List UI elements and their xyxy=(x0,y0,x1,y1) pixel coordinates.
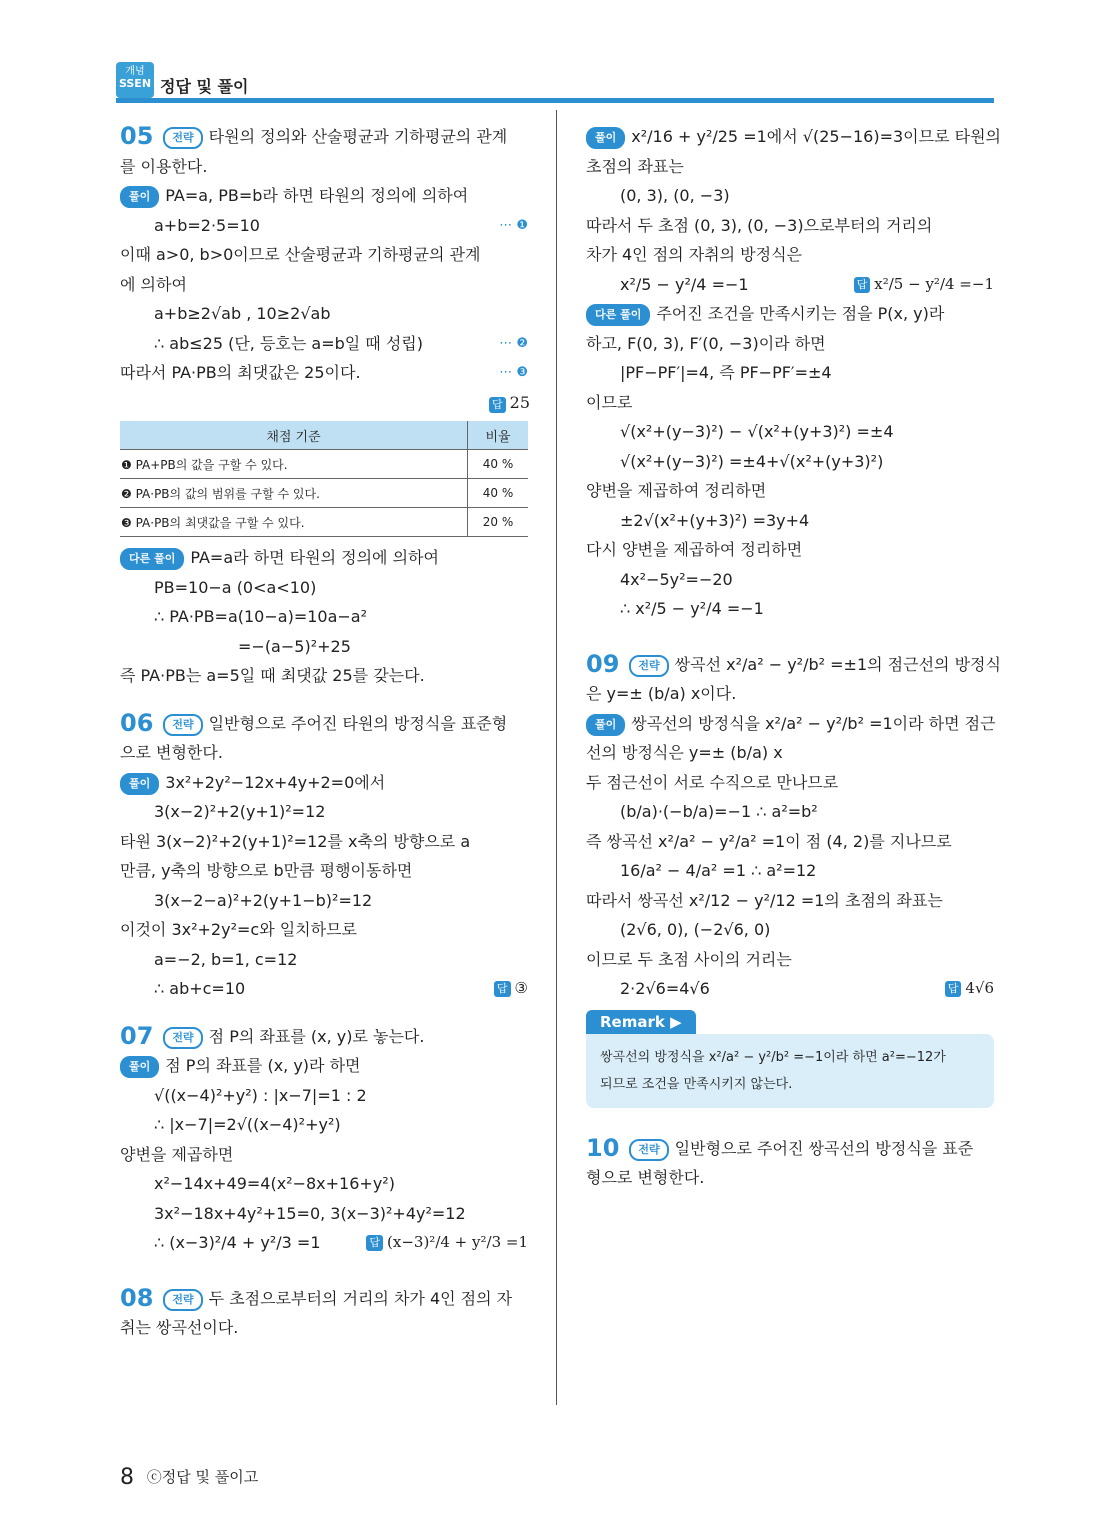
text-line xyxy=(120,768,530,798)
text-line xyxy=(586,768,996,798)
line-text: 16/a² − 4/a² =1 ∴ a²=12 xyxy=(620,861,817,880)
spacer xyxy=(120,1004,530,1022)
text-line xyxy=(586,181,996,211)
line-text: 이므로 xyxy=(586,392,633,412)
line-text: (0, 3), (0, −3) xyxy=(620,186,730,205)
text-line xyxy=(120,152,530,182)
text-line xyxy=(120,886,530,916)
answer xyxy=(945,974,994,1004)
text-line xyxy=(120,270,530,300)
text-line xyxy=(586,827,996,857)
scoring-table xyxy=(120,421,528,537)
line-text: 3(x−2−a)²+2(y+1−b)²=12 xyxy=(154,890,373,910)
answer xyxy=(494,974,528,1004)
left-column xyxy=(120,122,530,1343)
strategy-tag: 전략 xyxy=(629,1139,668,1161)
spacer xyxy=(120,1258,530,1284)
remark-section xyxy=(586,1004,996,1108)
line-text: 따라서 두 초점 (0, 3), (0, −3)으로부터의 거리의 xyxy=(586,215,933,235)
line-text: 양변을 제곱하여 정리하면 xyxy=(586,481,767,500)
text-line xyxy=(586,270,996,300)
line-text: a+b=2·5=10 xyxy=(154,215,260,235)
problem-heading xyxy=(120,709,530,739)
line-text: =−(a−5)²+25 xyxy=(238,636,351,656)
text-line xyxy=(586,476,996,506)
text-line xyxy=(586,679,996,709)
line-text: 즉 PA·PB는 a=5일 때 최댓값 25를 갖는다. xyxy=(120,666,425,685)
answer-value: x²/5 − y²/4 =−1 xyxy=(874,274,994,293)
solution-tag: 다른 풀이 xyxy=(120,548,184,570)
table-ratio-cell: 40 % xyxy=(468,479,529,508)
line-text: 이때 a>0, b>0이므로 산술평균과 기하평균의 관계 xyxy=(120,245,481,264)
line-text: 이므로 두 초점 사이의 거리는 xyxy=(586,949,792,969)
footer-text: ⓒ정답 및 풀이고 xyxy=(146,1468,259,1486)
problem-heading xyxy=(120,122,530,152)
text-line xyxy=(120,211,530,241)
line-text: 3x²−18x+4y²+15=0, 3(x−3)²+4y²=12 xyxy=(154,1203,466,1223)
problem-heading xyxy=(120,1022,530,1052)
line-text: 차가 4인 점의 자취의 방정식은 xyxy=(586,245,802,264)
text-line xyxy=(120,738,530,768)
line-text: 하고, F(0, 3), F′(0, −3)이라 하면 xyxy=(586,333,826,353)
text-line xyxy=(120,1051,530,1081)
line-text: 를 이용한다. xyxy=(120,156,208,176)
line-text: 취는 쌍곡선이다. xyxy=(120,1318,239,1337)
text-line xyxy=(586,709,996,739)
line-text: 3x²+2y²−12x+4y+2=0에서 xyxy=(165,772,386,792)
line-text: ∴ (x−3)²/4 + y²/3 =1 xyxy=(154,1233,321,1252)
text-line xyxy=(586,240,996,270)
text-line xyxy=(120,602,530,632)
problem-heading xyxy=(586,649,1001,680)
table-criteria-cell: ❸ PA·PB의 최댓값을 구할 수 있다. xyxy=(120,508,468,537)
text-line xyxy=(120,827,530,857)
line-text: 형으로 변형한다. xyxy=(586,1168,705,1187)
line-text: 초점의 좌표는 xyxy=(586,156,684,176)
text-line xyxy=(120,661,530,691)
line-text: a+b≥2√ab , 10≥2√ab xyxy=(154,304,331,323)
text-line xyxy=(120,358,530,388)
problem-number: 09 xyxy=(586,649,620,678)
solution-tag: 풀이 xyxy=(120,1056,159,1078)
column-divider xyxy=(556,110,557,1405)
text-line xyxy=(120,1169,530,1199)
text-line xyxy=(120,945,530,975)
text-line xyxy=(586,506,996,536)
text-line xyxy=(586,329,996,359)
line-text: 으로 변형한다. xyxy=(120,743,223,762)
step-marker: ⋯ ❶ xyxy=(499,217,528,233)
problem-number: 07 xyxy=(120,1021,154,1050)
line-text: 3(x−2)²+2(y+1)²=12 xyxy=(154,802,326,821)
spacer xyxy=(586,624,996,650)
answer-value: 4√6 xyxy=(965,979,994,997)
text-line xyxy=(586,211,996,241)
line-text: 주어진 조건을 만족시키는 점을 P(x, y)라 xyxy=(656,304,945,323)
answer-badge: 답 xyxy=(489,397,506,413)
strategy-tag: 전략 xyxy=(163,1027,202,1049)
problem-number: 06 xyxy=(120,708,154,737)
solution-tag: 풀이 xyxy=(120,773,159,795)
page-footer xyxy=(120,1465,258,1490)
table-row xyxy=(120,479,528,508)
line-text: 은 y=± (b/a) x이다. xyxy=(586,684,737,703)
line-text: 다시 양변을 제곱하여 정리하면 xyxy=(586,540,803,559)
solution-tag: 풀이 xyxy=(586,127,625,149)
line-text: 따라서 쌍곡선 x²/12 − y²/12 =1의 초점의 좌표는 xyxy=(586,890,943,910)
line-text: 쌍곡선의 방정식을 x²/a² − y²/b² =1이라 하면 점근 xyxy=(631,713,996,733)
text-line xyxy=(586,417,996,447)
remark-title: Remark ▶ xyxy=(586,1010,696,1034)
line-text: 쌍곡선 x²/a² − y²/b² =±1의 점근선의 방정식 xyxy=(674,654,1001,674)
line-text: x²/5 − y²/4 =−1 xyxy=(620,274,749,294)
line-text: √(x²+(y−3)²) − √(x²+(y+3)²) =±4 xyxy=(620,422,894,441)
text-line xyxy=(120,632,530,662)
line-text: ∴ PA·PB=a(10−a)=10a−a² xyxy=(154,607,368,626)
text-line xyxy=(586,797,996,827)
table-header-criteria: 채점 기준 xyxy=(120,421,468,450)
text-line xyxy=(120,181,530,211)
text-line xyxy=(120,573,530,603)
text-line xyxy=(120,1081,530,1111)
text-line xyxy=(120,543,530,573)
solution-tag: 풀이 xyxy=(586,714,625,736)
answer-badge: 답 xyxy=(854,277,871,293)
line-text: √(x²+(y−3)²) =±4+√(x²+(y+3)²) xyxy=(620,451,884,471)
spacer xyxy=(120,691,530,709)
step-marker: ⋯ ❸ xyxy=(499,365,528,380)
line-text: (2√6, 0), (−2√6, 0) xyxy=(620,920,771,939)
table-header-ratio: 비율 xyxy=(468,421,529,450)
text-line xyxy=(120,856,530,886)
line-text: x²−14x+49=4(x²−8x+16+y²) xyxy=(154,1174,395,1193)
line-text: 두 초점으로부터의 거리의 차가 4인 점의 자 xyxy=(208,1288,513,1308)
line-text: PA=a라 하면 타원의 정의에 의하여 xyxy=(190,548,439,567)
line-text: ∴ x²/5 − y²/4 =−1 xyxy=(620,599,764,618)
problem-heading xyxy=(586,1134,996,1164)
text-line xyxy=(120,1199,530,1229)
problem-number: 10 xyxy=(586,1133,620,1162)
line-text: 양변을 제곱하면 xyxy=(120,1144,234,1164)
text-line xyxy=(586,388,996,418)
right-column xyxy=(586,122,1001,1193)
text-line xyxy=(586,974,996,1004)
line-text: 따라서 PA·PB의 최댓값은 25이다. xyxy=(120,363,361,382)
text-line xyxy=(586,856,996,886)
line-text: a=−2, b=1, c=12 xyxy=(154,949,298,969)
text-line xyxy=(586,945,996,975)
line-text: 일반형으로 주어진 쌍곡선의 방정식을 표준 xyxy=(674,1138,974,1158)
solution-tag: 다른 풀이 xyxy=(586,304,650,326)
line-text: ∴ ab≤25 (단, 등호는 a=b일 때 성립) xyxy=(154,333,424,353)
line-text: √((x−4)²+y²) : |x−7|=1 : 2 xyxy=(154,1085,367,1105)
line-text: PA=a, PB=b라 하면 타원의 정의에 의하여 xyxy=(165,186,469,205)
strategy-tag: 전략 xyxy=(163,1289,202,1311)
line-text: 2·2√6=4√6 xyxy=(620,979,710,998)
text-line xyxy=(120,1110,530,1140)
text-line xyxy=(586,299,996,329)
problem-number: 05 xyxy=(120,122,154,150)
line-text: 일반형으로 주어진 타원의 방정식을 표준형 xyxy=(208,713,508,733)
line-text: PB=10−a (0<a<10) xyxy=(154,577,317,597)
line-text: |PF−PF′|=4, 즉 PF−PF′=±4 xyxy=(620,363,832,382)
answer-badge: 답 xyxy=(494,981,511,997)
text-line xyxy=(586,447,996,477)
text-line xyxy=(586,886,996,916)
step-marker: ⋯ ❷ xyxy=(499,335,528,351)
text-line xyxy=(120,329,530,359)
problem-number: 08 xyxy=(120,1283,154,1312)
answer-badge: 답 xyxy=(366,1235,383,1251)
text-line xyxy=(586,915,996,945)
text-line xyxy=(586,535,996,565)
text-line xyxy=(586,1163,996,1193)
line-text: 타원 3(x−2)²+2(y+1)²=12를 x축의 방향으로 a xyxy=(120,831,471,851)
page-number: 8 xyxy=(120,1465,134,1490)
line-text: 에 의하여 xyxy=(120,274,187,294)
table-ratio-cell: 20 % xyxy=(468,508,529,537)
table-ratio-cell: 40 % xyxy=(468,450,529,479)
line-text: 선의 방정식은 y=± (b/a) x xyxy=(586,743,783,762)
remark-line: 쌍곡선의 방정식을 x²/a² − y²/b² =−1이라 하면 a²=−12가 xyxy=(600,1049,946,1065)
answer xyxy=(854,270,994,300)
spacer xyxy=(586,1108,996,1134)
text-line xyxy=(120,1140,530,1170)
line-text: ∴ ab+c=10 xyxy=(154,979,246,998)
text-line xyxy=(120,797,530,827)
text-line xyxy=(586,565,996,595)
line-text: 점 P의 좌표를 (x, y)라 하면 xyxy=(165,1056,361,1075)
table-row xyxy=(120,450,528,479)
answer-value: 25 xyxy=(509,392,530,412)
text-line xyxy=(586,594,996,624)
text-line xyxy=(120,1313,530,1343)
page-header-title: 정답 및 풀이 xyxy=(160,77,249,96)
text-line xyxy=(586,122,1001,152)
answer-value: (x−3)²/4 + y²/3 =1 xyxy=(387,1233,528,1251)
table-criteria-cell: ❶ PA+PB의 값을 구할 수 있다. xyxy=(120,450,468,479)
text-line xyxy=(586,358,996,388)
line-text: x²/16 + y²/25 =1에서 √(25−16)=3이므로 타원의 xyxy=(631,127,1001,146)
line-text: 점 P의 좌표를 (x, y)로 놓는다. xyxy=(208,1026,425,1046)
answer-line xyxy=(120,388,530,418)
table-criteria-cell: ❷ PA·PB의 값의 범위를 구할 수 있다. xyxy=(120,479,468,508)
strategy-tag: 전략 xyxy=(163,127,202,149)
text-line xyxy=(586,152,996,182)
answer-value: ③ xyxy=(514,979,528,997)
strategy-tag: 전략 xyxy=(629,655,668,677)
line-text: ±2√(x²+(y+3)²) =3y+4 xyxy=(620,510,810,530)
table-row xyxy=(120,508,528,537)
answer-badge: 답 xyxy=(945,981,962,997)
text-line xyxy=(120,974,530,1004)
line-text: 즉 쌍곡선 x²/a² − y²/a² =1이 점 (4, 2)를 지나므로 xyxy=(586,831,952,851)
answer xyxy=(366,1228,528,1258)
line-text: (b/a)·(−b/a)=−1 ∴ a²=b² xyxy=(620,802,818,821)
remark-box xyxy=(586,1034,994,1108)
line-text: 만큼, y축의 방향으로 b만큼 평행이동하면 xyxy=(120,861,413,880)
solution-tag: 풀이 xyxy=(120,186,159,208)
line-text: 두 점근선이 서로 수직으로 만나므로 xyxy=(586,772,839,792)
text-line xyxy=(120,299,530,329)
line-text: 타원의 정의와 산술평균과 기하평균의 관계 xyxy=(208,127,508,146)
line-text: ∴ |x−7|=2√((x−4)²+y²) xyxy=(154,1115,341,1134)
text-line xyxy=(120,240,530,270)
remark-line: 되므로 조건을 만족시키지 않는다. xyxy=(600,1076,793,1092)
strategy-tag: 전략 xyxy=(163,714,202,736)
text-line xyxy=(586,738,996,768)
header-rule xyxy=(116,98,994,103)
text-line xyxy=(120,1228,530,1258)
logo: 개념 SSEN xyxy=(116,62,154,98)
problem-heading xyxy=(120,1284,530,1314)
text-line xyxy=(120,915,530,945)
line-text: 이것이 3x²+2y²=c와 일치하므로 xyxy=(120,920,358,939)
line-text: 4x²−5y²=−20 xyxy=(620,569,733,589)
